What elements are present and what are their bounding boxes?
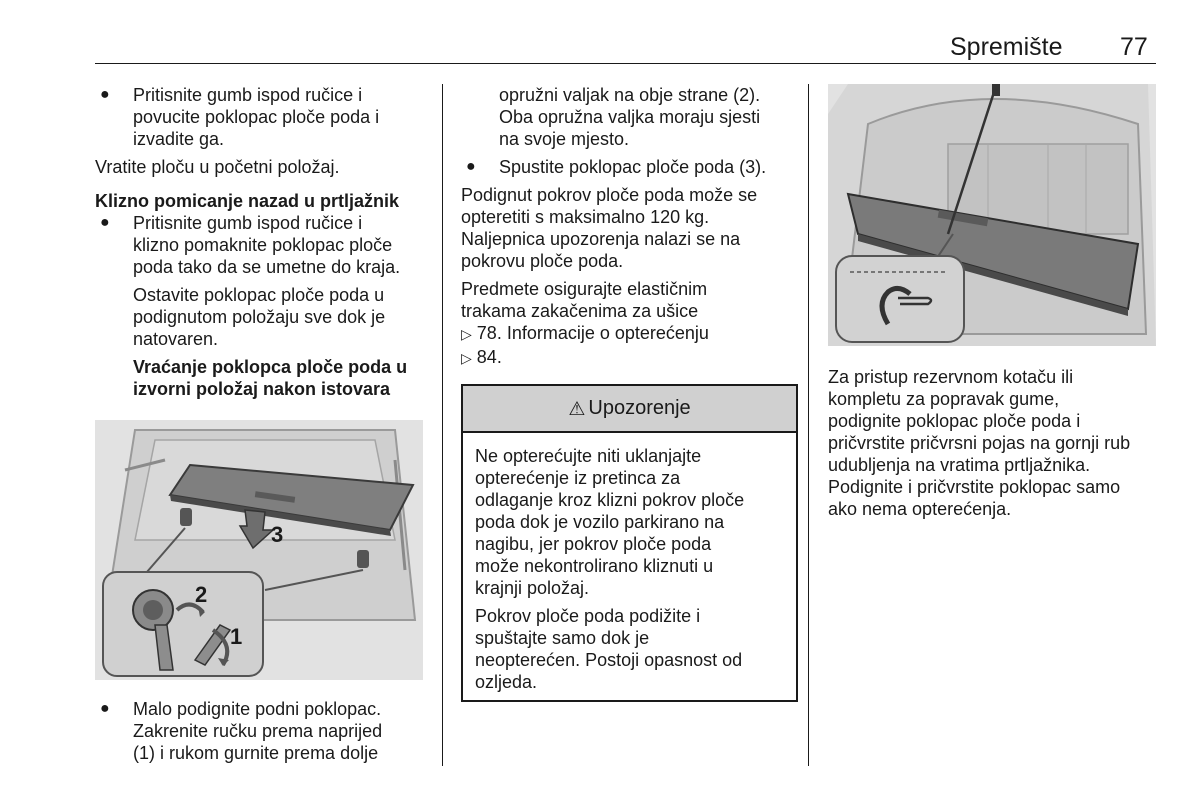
figure-floor-cover-restore xyxy=(95,420,423,680)
paragraph-keep-raised: Ostavite poklopac ploče poda u podignutom položaju sve dok je natovaren. xyxy=(133,285,386,349)
bullet-dot: ● xyxy=(100,86,110,103)
paragraph-max-load: Podignut pokrov ploče poda može se opteretiti s maksimalno 120 kg. Naljepnica upozorenja nalazi se na pokrovu ploče poda. xyxy=(461,185,758,271)
bullet-remove-cover: ● Pritisnite gumb ispod ručice i povucite poklopac ploče poda i izvadite ga. xyxy=(100,85,380,149)
figure-label-1: 1 xyxy=(230,624,243,649)
bullet-dot: ● xyxy=(100,700,110,717)
arrow-reference-icon: ▷ xyxy=(461,327,472,343)
bullet-dot: ● xyxy=(466,158,476,175)
column-1-bottom xyxy=(95,698,435,764)
continued-instruction: opružni valjak na obje strane (2). Oba opružna valjka moraju sjesti na svoje mjesto. xyxy=(499,85,761,149)
bullet-dot: ● xyxy=(100,214,110,231)
column-divider-1 xyxy=(442,84,443,766)
paragraph-spare-wheel-access: Za pristup rezervnom kotaču ili kompletu za popravak gume, podignite poklopac ploče poda i pričvrstite pričvrsni pojas na gornji rub udubljenja na vratima prtljažnika. Podignite i pričvrstite poklopac samo ako nema opterećenja. xyxy=(828,367,1131,519)
column-3 xyxy=(828,366,1158,520)
header-divider xyxy=(95,63,1156,64)
cross-reference-78[interactable]: ▷ 78. Informacije o opterećenju xyxy=(461,323,709,343)
warning-box xyxy=(461,384,798,702)
warning-header xyxy=(463,386,796,433)
arrow-reference-icon: ▷ xyxy=(461,351,472,367)
warning-paragraph-1: Ne opterećujte niti uklanjajte opterećenje iz pretinca za odlaganje kroz klizni pokrov ploče poda dok je vozilo parkirano na nagibu, jer pokrov ploče poda može nekontrolirano kliznuti u krajnji položaj. xyxy=(475,446,745,598)
floor-cover-illustration xyxy=(95,420,423,680)
column-2 xyxy=(461,84,801,370)
paragraph-restore: Vratite ploču u početni položaj. xyxy=(95,157,340,177)
page-header-title: Spremište xyxy=(950,33,1063,61)
warning-body xyxy=(463,433,796,693)
section-heading-slide: Klizno pomicanje nazad u prtljažnik xyxy=(95,191,400,211)
warning-triangle-icon: ⚠ xyxy=(568,397,586,420)
cross-reference-84[interactable]: ▷ 84. xyxy=(461,347,502,367)
paragraph-secure-items: Predmete osigurajte elastičnim trakama zakačenima za ušice ▷ 78. Informacije o opterećenju ▷ 84. xyxy=(461,278,801,370)
figure-label-2: 2 xyxy=(195,582,208,607)
column-divider-2 xyxy=(808,84,809,766)
warning-title: Upozorenje xyxy=(588,397,691,419)
warning-paragraph-2: Pokrov ploče poda podižite i spuštajte samo dok je neopterećen. Postoji opasnost od ozljeda. xyxy=(475,606,743,692)
bullet-slide-cover: ● Pritisnite gumb ispod ručice i klizno pomaknite poklopac ploče poda tako da se umetne do kraja. xyxy=(100,213,401,277)
column-1-top xyxy=(95,84,435,400)
figure-floor-cover-raised xyxy=(828,84,1156,346)
bullet-lift-cover: ● Malo podignite podni poklopac. Zakrenite ručku prema naprijed (1) i rukom gurnite prema dolje xyxy=(100,699,383,763)
subheading-restore-cover: Vraćanje poklopca ploče poda u izvorni položaj nakon istovara xyxy=(133,357,408,399)
raised-cover-illustration xyxy=(828,84,1156,346)
page-number: 77 xyxy=(1120,33,1148,61)
figure-label-3: 3 xyxy=(271,522,284,547)
bullet-lower-cover: ● Spustite poklopac ploče poda (3). xyxy=(466,157,767,177)
